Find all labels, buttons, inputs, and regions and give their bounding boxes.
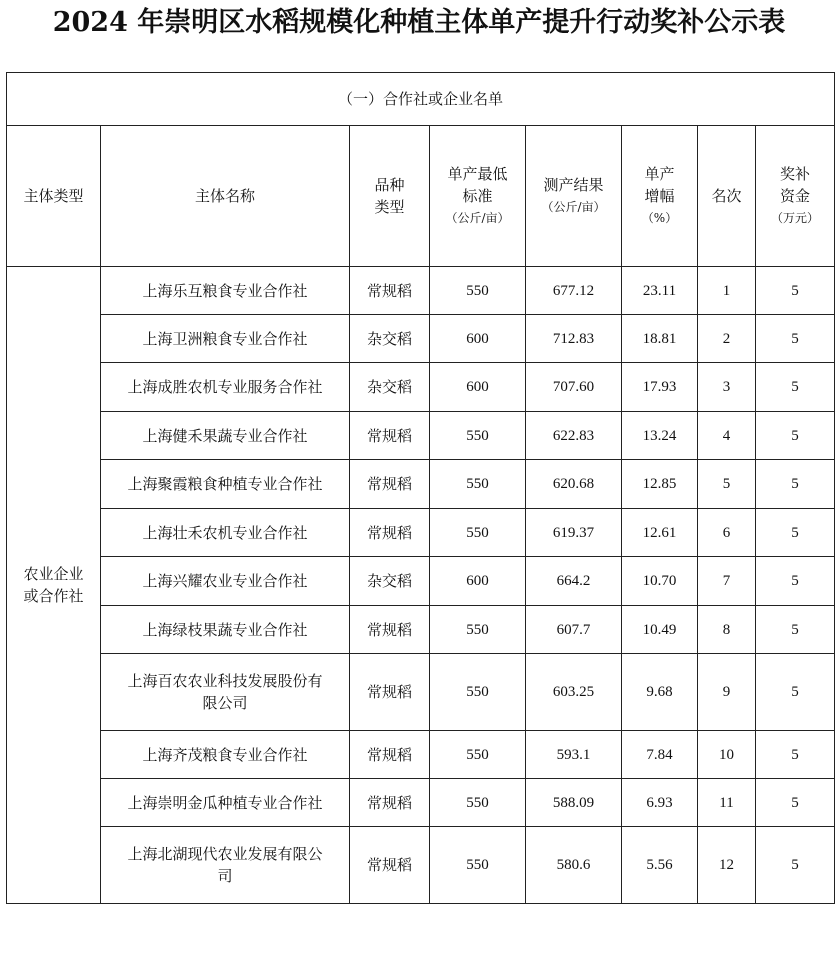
cell-name xyxy=(101,606,350,654)
cell-name-line: 上海兴耀农业专业合作社 xyxy=(142,572,308,590)
cell-rank: 1 xyxy=(698,267,756,315)
cell-subsidy: 5 xyxy=(756,363,835,412)
cell-name-line: 上海乐互粮食专业合作社 xyxy=(142,281,308,300)
cell-name xyxy=(101,731,350,779)
cell-standard: 600 xyxy=(430,315,526,363)
cell-subsidy: 5 xyxy=(756,412,835,460)
cell-name xyxy=(101,412,350,460)
cell-rank: 10 xyxy=(698,731,756,779)
header-standard-line2: 标准 xyxy=(462,187,493,205)
header-variety xyxy=(350,126,430,267)
header-variety-line1: 品种 xyxy=(374,176,405,194)
cell-variety: 常规稻 xyxy=(350,827,430,904)
cell-standard: 550 xyxy=(430,267,526,315)
cell-rank: 8 xyxy=(698,606,756,654)
cell-standard: 550 xyxy=(430,827,526,904)
cell-subsidy: 5 xyxy=(756,731,835,779)
cell-name-line: 上海聚霞粮食种植专业合作社 xyxy=(127,475,323,493)
cell-name-line: 上海北湖现代农业发展有限公 xyxy=(127,845,323,863)
group-label-line: 或合作社 xyxy=(23,587,84,605)
table-row xyxy=(7,654,835,731)
cell-name xyxy=(101,779,350,827)
cell-name xyxy=(101,460,350,509)
header-name: 主体名称 xyxy=(101,126,350,267)
cell-subsidy: 5 xyxy=(756,315,835,363)
cell-result: 619.37 xyxy=(526,509,622,557)
cell-rank: 5 xyxy=(698,460,756,509)
cell-result: 664.2 xyxy=(526,557,622,606)
cell-name-line: 限公司 xyxy=(202,694,248,712)
header-type: 主体类型 xyxy=(7,126,101,267)
section-label: （一）合作社或企业名单 xyxy=(7,73,835,126)
cell-rank: 6 xyxy=(698,509,756,557)
table-row xyxy=(7,606,835,654)
cell-rank: 7 xyxy=(698,557,756,606)
cell-name xyxy=(101,827,350,904)
cell-standard: 550 xyxy=(430,606,526,654)
cell-increase: 7.84 xyxy=(622,731,698,779)
cell-subsidy: 5 xyxy=(756,509,835,557)
header-subsidy-line2: 资金 xyxy=(780,187,811,205)
cell-rank: 4 xyxy=(698,412,756,460)
cell-rank: 2 xyxy=(698,315,756,363)
header-subsidy xyxy=(756,126,835,267)
cell-result: 593.1 xyxy=(526,731,622,779)
table-row xyxy=(7,557,835,606)
header-subsidy-line1: 奖补 xyxy=(780,165,811,183)
cell-subsidy: 5 xyxy=(756,557,835,606)
cell-subsidy: 5 xyxy=(756,267,835,315)
cell-rank: 12 xyxy=(698,827,756,904)
header-result-unit: （公斤/亩） xyxy=(541,200,606,214)
table-row xyxy=(7,509,835,557)
cell-name xyxy=(101,509,350,557)
cell-increase: 10.70 xyxy=(622,557,698,606)
header-increase-line2: 增幅 xyxy=(644,187,675,205)
header-increase-line1: 单产 xyxy=(644,165,675,183)
cell-standard: 600 xyxy=(430,363,526,412)
table-row xyxy=(7,731,835,779)
cell-name-line: 上海健禾果蔬专业合作社 xyxy=(142,426,308,445)
cell-standard: 550 xyxy=(430,779,526,827)
cell-increase: 9.68 xyxy=(622,654,698,731)
cell-increase: 18.81 xyxy=(622,315,698,363)
table-row xyxy=(7,412,835,460)
header-subsidy-unit: （万元） xyxy=(771,211,820,225)
cell-standard: 550 xyxy=(430,460,526,509)
cell-name-line: 上海壮禾农机专业合作社 xyxy=(142,523,308,542)
cell-rank: 11 xyxy=(698,779,756,827)
cell-variety: 常规稻 xyxy=(350,460,430,509)
cell-variety: 常规稻 xyxy=(350,654,430,731)
cell-variety: 常规稻 xyxy=(350,779,430,827)
cell-increase: 10.49 xyxy=(622,606,698,654)
header-result xyxy=(526,126,622,267)
cell-subsidy: 5 xyxy=(756,460,835,509)
cell-name-line: 上海崇明金瓜种植专业合作社 xyxy=(127,793,323,812)
cell-increase: 23.11 xyxy=(622,267,698,315)
cell-increase: 6.93 xyxy=(622,779,698,827)
cell-name-line: 上海百农农业科技发展股份有 xyxy=(127,672,323,690)
cell-rank: 3 xyxy=(698,363,756,412)
cell-variety: 常规稻 xyxy=(350,606,430,654)
cell-increase: 5.56 xyxy=(622,827,698,904)
cell-name-line: 上海卫洲粮食专业合作社 xyxy=(142,329,308,348)
cell-increase: 12.61 xyxy=(622,509,698,557)
header-standard xyxy=(430,126,526,267)
cell-variety: 杂交稻 xyxy=(350,363,430,412)
cell-name-line: 上海绿枝果蔬专业合作社 xyxy=(142,620,308,639)
cell-rank: 9 xyxy=(698,654,756,731)
header-row xyxy=(7,126,835,267)
cell-name-line: 上海成胜农机专业服务合作社 xyxy=(127,378,323,396)
cell-subsidy: 5 xyxy=(756,779,835,827)
table-row xyxy=(7,460,835,509)
cell-name xyxy=(101,267,350,315)
cell-result: 712.83 xyxy=(526,315,622,363)
cell-name-line: 司 xyxy=(217,867,233,885)
header-increase-unit: （%） xyxy=(641,211,678,225)
cell-name xyxy=(101,363,350,412)
group-label xyxy=(7,267,101,904)
cell-result: 580.6 xyxy=(526,827,622,904)
cell-result: 707.60 xyxy=(526,363,622,412)
cell-standard: 550 xyxy=(430,509,526,557)
cell-variety: 杂交稻 xyxy=(350,315,430,363)
cell-variety: 常规稻 xyxy=(350,509,430,557)
table-row xyxy=(7,779,835,827)
cell-name-line: 上海齐茂粮食专业合作社 xyxy=(142,745,308,764)
group-label-line: 农业企业 xyxy=(23,565,84,583)
table-row xyxy=(7,363,835,412)
cell-variety: 常规稻 xyxy=(350,731,430,779)
cell-standard: 550 xyxy=(430,654,526,731)
header-standard-unit: （公斤/亩） xyxy=(445,211,510,225)
cell-variety: 杂交稻 xyxy=(350,557,430,606)
cell-result: 677.12 xyxy=(526,267,622,315)
cell-standard: 550 xyxy=(430,412,526,460)
cell-result: 607.7 xyxy=(526,606,622,654)
cell-result: 622.83 xyxy=(526,412,622,460)
cell-increase: 17.93 xyxy=(622,363,698,412)
cell-result: 588.09 xyxy=(526,779,622,827)
table-row xyxy=(7,267,835,315)
cell-name xyxy=(101,654,350,731)
page-title: 2024 年崇明区水稻规模化种植主体单产提升行动奖补公示表 xyxy=(52,7,786,38)
cell-name xyxy=(101,557,350,606)
cell-standard: 600 xyxy=(430,557,526,606)
cell-standard: 550 xyxy=(430,731,526,779)
cell-variety: 常规稻 xyxy=(350,267,430,315)
header-rank: 名次 xyxy=(698,126,756,267)
section-row xyxy=(7,73,835,126)
cell-increase: 13.24 xyxy=(622,412,698,460)
cell-subsidy: 5 xyxy=(756,606,835,654)
subsidy-table xyxy=(6,72,835,904)
header-variety-line2: 类型 xyxy=(374,198,405,216)
cell-variety: 常规稻 xyxy=(350,412,430,460)
header-standard-line1: 单产最低 xyxy=(447,165,508,183)
cell-name xyxy=(101,315,350,363)
cell-result: 603.25 xyxy=(526,654,622,731)
cell-subsidy: 5 xyxy=(756,654,835,731)
table-row xyxy=(7,827,835,904)
cell-subsidy: 5 xyxy=(756,827,835,904)
header-result-line1: 测产结果 xyxy=(543,176,604,194)
header-increase xyxy=(622,126,698,267)
cell-result: 620.68 xyxy=(526,460,622,509)
cell-increase: 12.85 xyxy=(622,460,698,509)
table-row xyxy=(7,315,835,363)
